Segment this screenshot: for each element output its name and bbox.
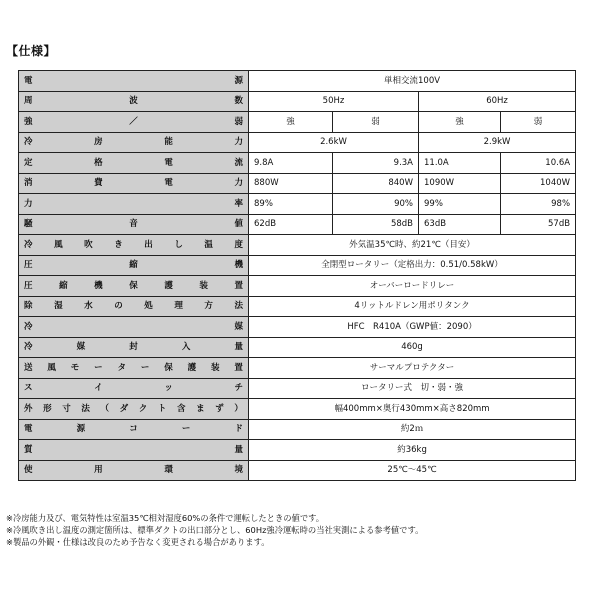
spec-row bbox=[19, 378, 576, 399]
spec-label-text: 圧 縮 機 bbox=[24, 260, 243, 270]
spec-label bbox=[19, 276, 249, 297]
spec-row bbox=[19, 399, 576, 420]
spec-value: 60Hz bbox=[419, 91, 576, 112]
spec-value: オーバーロードリレー bbox=[249, 276, 576, 297]
spec-value: 4リットルドレン用ポリタンク bbox=[249, 296, 576, 317]
spec-value: 98% bbox=[501, 194, 576, 215]
spec-value: 90% bbox=[333, 194, 419, 215]
spec-value: 9.8A bbox=[249, 153, 333, 174]
spec-row bbox=[19, 173, 576, 194]
spec-label bbox=[19, 132, 249, 153]
spec-row bbox=[19, 132, 576, 153]
spec-row bbox=[19, 440, 576, 461]
spec-label-text: 冷 風 吹 き 出 し 温 度 bbox=[24, 239, 243, 250]
spec-label-text: 冷 房 能 力 bbox=[24, 137, 243, 147]
spec-row bbox=[19, 153, 576, 174]
spec-value: 57dB bbox=[501, 214, 576, 235]
spec-label-text: 除 湿 水 の 処 理 方 法 bbox=[24, 301, 243, 311]
spec-label bbox=[19, 317, 249, 338]
spec-row bbox=[19, 255, 576, 276]
spec-value: 全閉型ロータリー（定格出力：0.51/0.58kW） bbox=[249, 255, 576, 276]
spec-row bbox=[19, 71, 576, 92]
spec-row bbox=[19, 91, 576, 112]
spec-value: ロータリー式 切・弱・強 bbox=[249, 378, 576, 399]
spec-value: 25℃～45℃ bbox=[249, 460, 576, 481]
spec-label bbox=[19, 440, 249, 461]
spec-value: 幅400mm×奥行430mm×高さ820mm bbox=[249, 399, 576, 420]
spec-value: 99% bbox=[419, 194, 501, 215]
spec-value: 弱 bbox=[333, 112, 419, 133]
spec-value: 50Hz bbox=[249, 91, 419, 112]
spec-value: 9.3A bbox=[333, 153, 419, 174]
spec-value: HFC R410A（GWP値：2090） bbox=[249, 317, 576, 338]
spec-value: 62dB bbox=[249, 214, 333, 235]
spec-label-text: 電 源 bbox=[24, 75, 243, 86]
spec-label-text: 定 格 電 流 bbox=[24, 157, 243, 168]
spec-value: 単相交流100V bbox=[249, 71, 576, 92]
spec-row bbox=[19, 194, 576, 215]
spec-label-text: 冷 媒 bbox=[24, 321, 243, 332]
spec-value: 弱 bbox=[501, 112, 576, 133]
spec-label-text: 冷 媒 封 入 量 bbox=[24, 342, 243, 352]
spec-label bbox=[19, 153, 249, 174]
spec-label bbox=[19, 194, 249, 215]
spec-row bbox=[19, 460, 576, 481]
spec-table bbox=[18, 70, 576, 481]
spec-label bbox=[19, 91, 249, 112]
spec-value: 外気温35℃時、約21℃（目安） bbox=[249, 235, 576, 256]
spec-row bbox=[19, 419, 576, 440]
spec-value: 89% bbox=[249, 194, 333, 215]
spec-label bbox=[19, 71, 249, 92]
spec-value: 840W bbox=[333, 173, 419, 194]
spec-label-text: 騒 音 値 bbox=[24, 219, 243, 229]
spec-label bbox=[19, 214, 249, 235]
spec-label bbox=[19, 296, 249, 317]
spec-value: 2.9kW bbox=[419, 132, 576, 153]
spec-row bbox=[19, 214, 576, 235]
spec-label-text: ス イ ッ チ bbox=[24, 383, 243, 393]
spec-label bbox=[19, 112, 249, 133]
spec-value: 10.6A bbox=[501, 153, 576, 174]
spec-value: 1040W bbox=[501, 173, 576, 194]
spec-label-text: 送 風 モ ー タ ー 保 護 装 置 bbox=[24, 362, 243, 373]
page-title: 【仕様】 bbox=[6, 44, 57, 58]
spec-label bbox=[19, 419, 249, 440]
spec-row bbox=[19, 358, 576, 379]
note-1: ※冷房能力及び、電気特性は室温35℃相対湿度60%の条件で運転したときの値です。 bbox=[6, 513, 325, 523]
spec-row bbox=[19, 276, 576, 297]
spec-value: 63dB bbox=[419, 214, 501, 235]
spec-label-text: 消 費 電 力 bbox=[24, 178, 243, 188]
spec-value: 880W bbox=[249, 173, 333, 194]
spec-value: 11.0A bbox=[419, 153, 501, 174]
spec-label-text: 周 波 数 bbox=[24, 96, 243, 106]
spec-label-text: 力 率 bbox=[24, 198, 243, 209]
spec-label-text: 外 形 寸 法 （ ダ ク ト 含 ま ず ） bbox=[24, 403, 243, 414]
spec-label-text: 強 ／ 弱 bbox=[24, 116, 243, 127]
note-3: ※製品の外観・仕様は改良のため予告なく変更される場合があります。 bbox=[6, 537, 270, 547]
spec-value: 強 bbox=[419, 112, 501, 133]
spec-row bbox=[19, 235, 576, 256]
note-2: ※冷風吹き出し温度の測定箇所は、標準ダクトの出口部分とし、60Hz強冷運転時の当社実測による参考値です。 bbox=[6, 525, 424, 535]
spec-value: 1090W bbox=[419, 173, 501, 194]
spec-value: 約2ｍ bbox=[249, 419, 576, 440]
spec-value: 約36kg bbox=[249, 440, 576, 461]
spec-label bbox=[19, 337, 249, 358]
spec-value: 460g bbox=[249, 337, 576, 358]
notes bbox=[6, 512, 423, 548]
spec-row bbox=[19, 296, 576, 317]
spec-row bbox=[19, 317, 576, 338]
spec-row bbox=[19, 112, 576, 133]
spec-label bbox=[19, 460, 249, 481]
spec-label bbox=[19, 399, 249, 420]
spec-label bbox=[19, 235, 249, 256]
spec-value: サーマルプロテクター bbox=[249, 358, 576, 379]
spec-value: 強 bbox=[249, 112, 333, 133]
spec-label-text: 質 量 bbox=[24, 444, 243, 455]
spec-label bbox=[19, 378, 249, 399]
spec-label bbox=[19, 358, 249, 379]
spec-value: 58dB bbox=[333, 214, 419, 235]
spec-label bbox=[19, 255, 249, 276]
spec-row bbox=[19, 337, 576, 358]
spec-label-text: 電 源 コ ー ド bbox=[24, 424, 243, 434]
spec-label-text: 圧 縮 機 保 護 装 置 bbox=[24, 280, 243, 291]
spec-label-text: 使 用 環 境 bbox=[24, 465, 243, 475]
spec-value: 2.6kW bbox=[249, 132, 419, 153]
spec-label bbox=[19, 173, 249, 194]
